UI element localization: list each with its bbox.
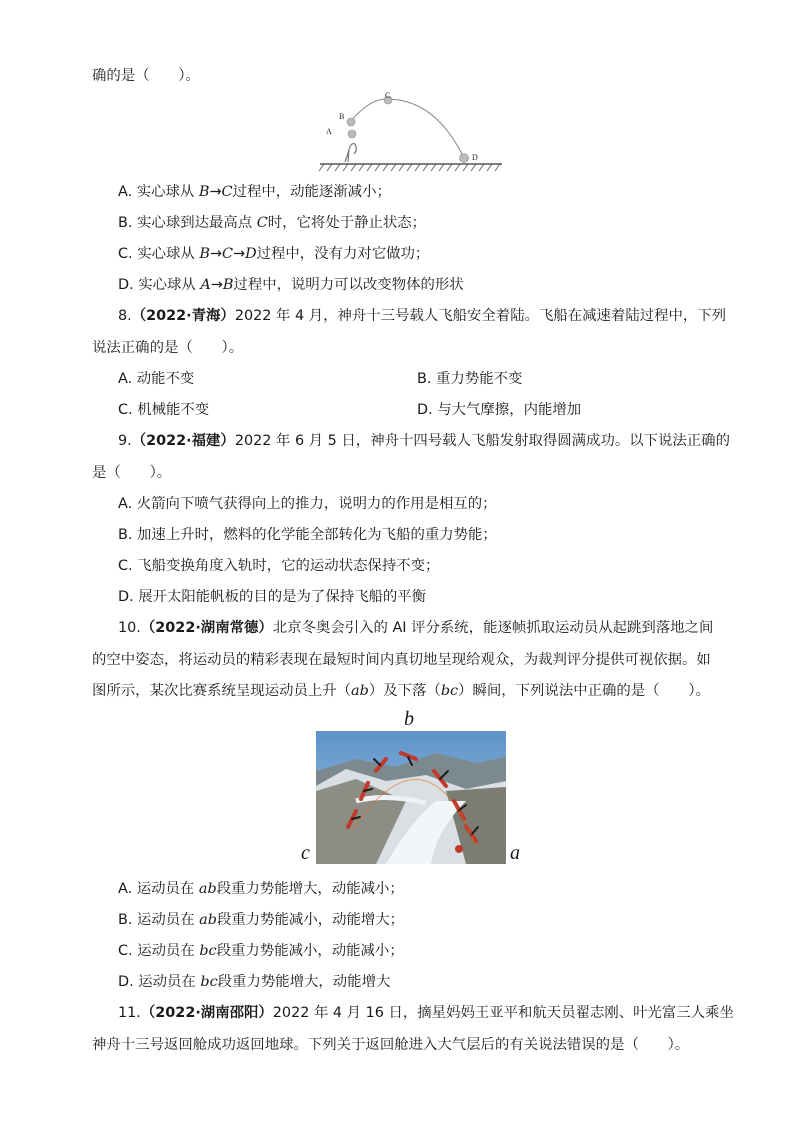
q7-option-a: A. 实心球从 B→C过程中，动能逐渐减小； xyxy=(118,184,391,200)
q8-option-d: D. 与大气摩擦，内能增加 xyxy=(417,402,582,418)
q7-stem-tail: 确的是（ ）。 xyxy=(92,68,200,84)
q8-option-b: B. 重力势能不变 xyxy=(417,371,523,387)
q9-stem-line2: 是（ ）。 xyxy=(92,465,172,481)
q7-option-d: D. 实心球从 A→B过程中，说明力可以改变物体的形状 xyxy=(118,277,464,293)
q10-option-c: C. 运动员在 bc段重力势能减小，动能减小； xyxy=(118,943,404,959)
ball-B xyxy=(347,118,355,126)
q10-stem-line1: 10.（2022·湖南常德）北京冬奥会引入的 AI 评分系统，能逐帧抓取运动员从起跳到落地之间 xyxy=(118,620,714,636)
q9-option-d: D. 展开太阳能帆板的目的是为了保持飞船的平衡 xyxy=(118,589,427,605)
q7-option-b: B. 实心球到达最高点 C时，它将处于静止状态； xyxy=(118,215,427,231)
q9-option-c: C. 飞船变换角度入轨时，它的运动状态保持不变； xyxy=(118,558,440,574)
ball-D xyxy=(460,154,469,163)
q7-option-c: C. 实心球从 B→C→D过程中，没有力对它做功； xyxy=(118,246,430,262)
q10-option-b: B. 运动员在 ab段重力势能减小，动能增大； xyxy=(118,912,405,928)
photo-label-c: c xyxy=(301,842,310,864)
q10-option-d: D. 运动员在 bc段重力势能增大，动能增大 xyxy=(118,974,391,990)
q10-stem-line3: 图所示，某次比赛系统呈现运动员上升（ab）及下落（bc）瞬间，下列说法中正确的是（ ）。 xyxy=(92,683,710,699)
q8-stem-line2: 说法正确的是（ ）。 xyxy=(92,340,244,356)
q11-stem-line1: 11.（2022·湖南邵阳）2022 年 4 月 16 日，摘星妈妈王亚平和航天员翟志刚、叶光富三人乘坐 xyxy=(118,1005,734,1021)
q9-option-b: B. 加速上升时，燃料的化学能全部转化为飞船的重力势能； xyxy=(118,527,497,543)
q10-ski-jump-photo xyxy=(316,731,506,864)
label-C: C xyxy=(385,92,391,100)
q8-option-c: C. 机械能不变 xyxy=(118,402,210,418)
label-B: B xyxy=(339,112,345,121)
q11-stem-line2: 神舟十三号返回舱成功返回地球。下列关于返回舱进入大气层后的有关说法错误的是（ ）。 xyxy=(92,1037,690,1053)
q8-option-a: A. 动能不变 xyxy=(118,371,195,387)
q7-trajectory-figure xyxy=(318,92,504,174)
label-D: D xyxy=(472,153,478,162)
ball-A xyxy=(348,130,356,138)
q10-option-a: A. 运动员在 ab段重力势能增大，动能减小； xyxy=(118,881,404,897)
q8-stem-line1: 8.（2022·青海）2022 年 4 月，神舟十三号载人飞船安全着陆。飞船在减速着陆过程中，下列 xyxy=(118,308,727,324)
q9-option-a: A. 火箭向下喷气获得向上的推力，说明力的作用是相互的； xyxy=(118,496,497,512)
q10-stem-line2: 的空中姿态，将运动员的精彩表现在最短时间内真切地呈现给观众，为裁判评分提供可视依据。如 xyxy=(92,652,711,668)
label-A: A xyxy=(326,127,332,136)
q9-stem-line1: 9.（2022·福建）2022 年 6 月 5 日，神舟十四号载人飞船发射取得圆满成功。以下说法正确的 xyxy=(118,433,730,449)
photo-label-b: b xyxy=(404,708,414,730)
photo-label-a: a xyxy=(510,842,520,864)
